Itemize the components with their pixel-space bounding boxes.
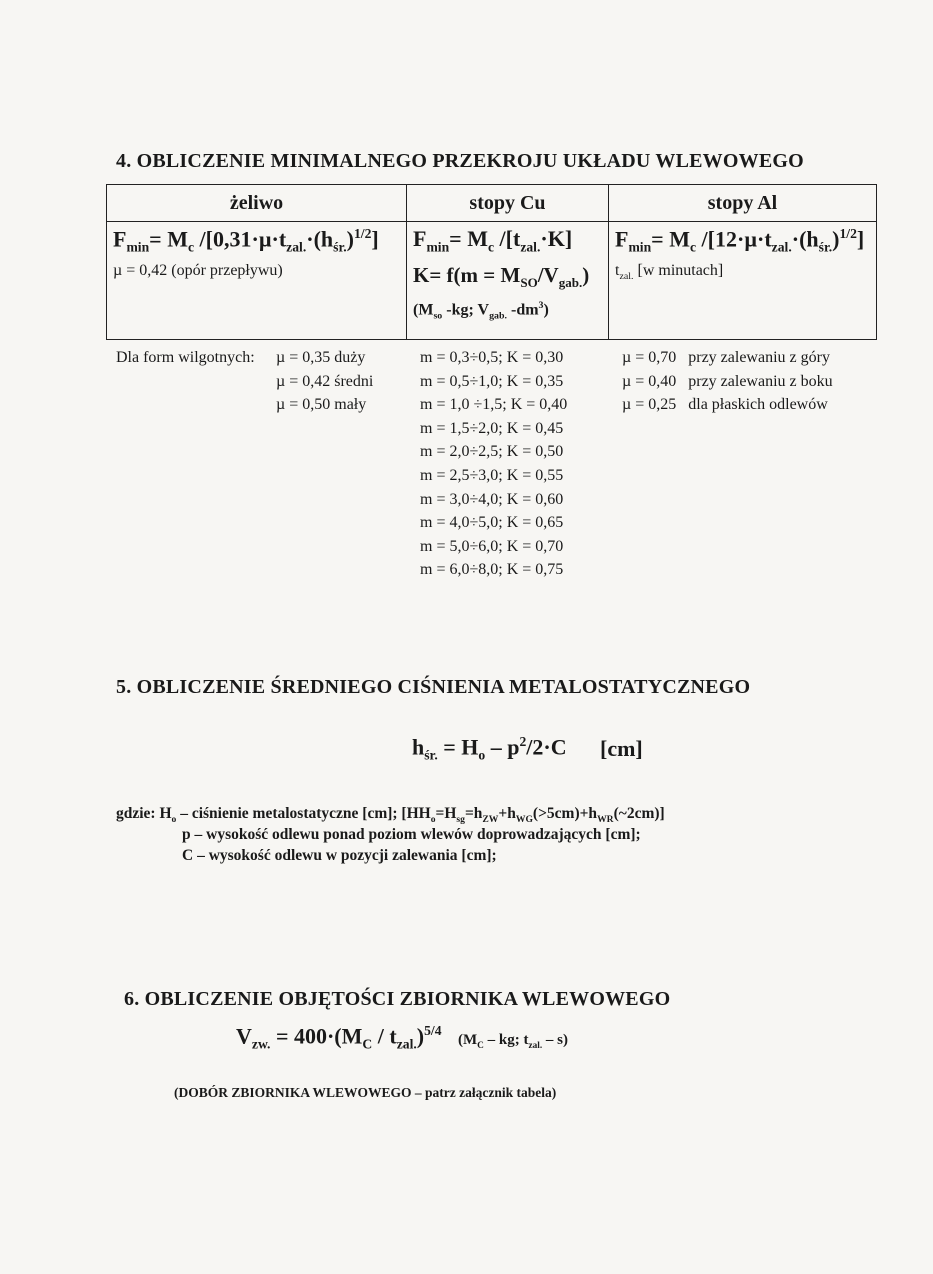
- al-mu-row: µ = 0,70 przy zalewaniu z góry: [622, 349, 830, 366]
- where-line-2: p – wysokość odlewu ponad poziom wlewów doprowadzających [cm];: [182, 826, 641, 843]
- wet-form-row: µ = 0,50 mały: [276, 396, 367, 414]
- formula-table: [106, 184, 877, 340]
- col-header-al: stopy Al: [609, 185, 877, 222]
- formula-al: $F_{min}= M_c$ $/[12\cdot\mu\cdot t_{zal.}\cdot(h_{śr.})^{1/2}]$: [615, 226, 865, 255]
- pressure-equation: $h_{śr.} = H_o - p^2/2\cdot C$: [412, 734, 567, 763]
- k-value-row: m = 0,5÷1,0; K = 0,35: [420, 372, 564, 390]
- section4-title: 4. OBLICZENIE MINIMALNEGO PRZEKROJU UKŁADU WLEWOWEGO: [116, 150, 804, 172]
- wet-form-row: µ = 0,42 średni: [276, 372, 374, 390]
- k-value-row: m = 5,0÷6,0; K = 0,70: [420, 537, 564, 555]
- pressure-unit: [cm]: [600, 736, 643, 761]
- where-line-1: gdzie: $H_o$ – ciśnienie metalostatyczne [cm]; $[HH_o=H_{sg}=h_{ZW}+h_{WG}(>5cm)+h_{WR}(\sim 2cm)]$: [116, 805, 665, 826]
- formula-zeliwo: $F_{min}= M_c$ $/[0,31\cdot\mu\cdot t_{zal.}\cdot(h_{śr.})^{1/2}]$: [113, 226, 379, 255]
- col-header-cu: stopy Cu: [407, 185, 609, 222]
- cell-cu: [407, 222, 609, 340]
- note-zeliwo: µ = 0,42 (opór przepływu): [113, 261, 283, 279]
- cell-al: [609, 222, 877, 340]
- al-mu-list: [622, 346, 833, 417]
- wet-forms-label: Dla form wilgotnych:: [116, 349, 255, 366]
- reservoir-note: (DOBÓR ZBIORNIKA WLEWOWEGO – patrz załącznik tabela): [174, 1085, 557, 1100]
- k-formula: $K= f(m = M_{SO}/V_{gab.})$: [413, 263, 590, 291]
- section6-title: 6. OBLICZENIE OBJĘTOŚCI ZBIORNIKA WLEWOWEGO: [124, 988, 671, 1010]
- col-header-zeliwo: żeliwo: [107, 185, 407, 222]
- al-mu-row: µ = 0,40 przy zalewaniu z boku: [622, 372, 833, 390]
- cell-zeliwo: [107, 222, 407, 340]
- where-line-3: C – wysokość odlewu w pozycji zalewania [cm];: [182, 847, 497, 864]
- k-units: ($M_{so}$ -kg; $V_{gab.}$ $-dm^3$): [413, 299, 549, 322]
- section5-title: 5. OBLICZENIE ŚREDNIEGO CIŚNIENIA METALOSTATYCZNEGO: [116, 676, 751, 698]
- k-value-row: m = 2,5÷3,0; K = 0,55: [420, 466, 564, 484]
- k-value-row: m = 1,5÷2,0; K = 0,45: [420, 419, 564, 437]
- note-al: $t_{zal.}$ [w minutach]: [615, 261, 724, 282]
- formula-cu: $F_{min}= M_c$ $/[t_{zal.}\cdot K]$: [413, 226, 573, 255]
- volume-units: ($M_C$ – kg; $t_{zal.} - s$): [458, 1032, 568, 1051]
- volume-equation: $V_{zw.} = 400\cdot(M_C / t_{zal.})^{5/4}$: [236, 1023, 442, 1052]
- k-value-row: m = 1,0 ÷1,5; K = 0,40: [420, 396, 568, 414]
- k-value-row: m = 4,0÷5,0; K = 0,65: [420, 514, 564, 532]
- k-value-row: m = 2,0÷2,5; K = 0,50: [420, 443, 564, 461]
- k-value-row: m = 0,3÷0,5; K = 0,30: [420, 349, 564, 366]
- wet-forms-list: [276, 346, 373, 417]
- wet-form-row: µ = 0,35 duży: [276, 349, 366, 366]
- k-value-row: m = 3,0÷4,0; K = 0,60: [420, 490, 564, 508]
- al-mu-row: µ = 0,25 dla płaskich odlewów: [622, 396, 828, 414]
- k-value-row: m = 6,0÷8,0; K = 0,75: [420, 561, 564, 579]
- k-values-list: [420, 346, 567, 582]
